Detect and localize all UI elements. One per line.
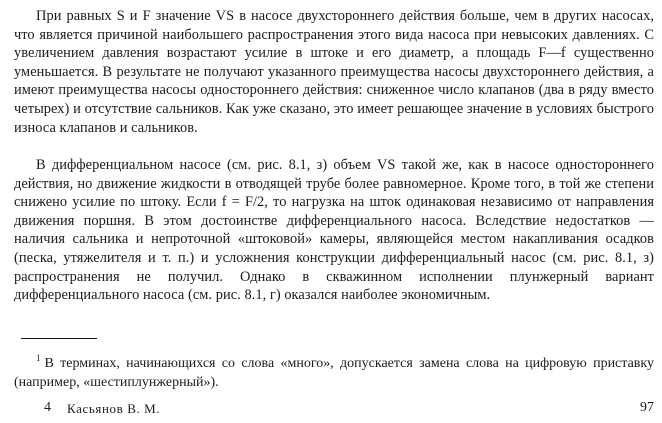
body-paragraph-1: При равных S и F значение VS в насосе двухстороннего действия больше, чем в других насосах, что является причиной наибольшего распространения этого вида насоса при невысоких давлениях. С увеличением давления возрастают усилие в штоке и его диаметр, а площадь F—f существенно уменьшается. В результате не получают указанного преимущества насосы двухстороннего действия, а имеют преимущества насосы одностороннего действия: сниженное число клапанов (два в ряду вместо четырех) и отсутствие сальников. Как уже сказано, это имеет решающее значение в условиях быстрого износа клапанов и сальников. <box>14 8 654 136</box>
body-paragraph-2: В дифференциальном насосе (см. рис. 8.1, з) объем VS такой же, как в насосе одностороннего действия, но движение жидкости в отводящей трубе более равномерное. Кроме того, в той же степени снижено усилие по штоку. Если f = F/2, то нагрузка на шток одинаковая независимо от направления движения поршня. В этом достоинстве дифференциального насоса. Вследствие недостатков — наличия сальника и непроточной «штоковой» камеры, являющейся местом накапливания осадков (песка, утяжелителя и т. п.) и усложнения конструкции дифференциальный насос (см. рис. 8.1, з) распространения не получил. Однако в скважинном исполнении плунжерный вариант дифференциального насоса (см. рис. 8.1, г) оказался наиболее экономичным. <box>14 157 654 304</box>
footnote-divider <box>21 338 97 339</box>
signature-mark: 4 <box>44 400 51 415</box>
signature-text: Касьянов В. М. <box>67 401 161 416</box>
footnote <box>14 349 654 392</box>
page-number: 97 <box>640 400 654 415</box>
footnote-text: В терминах, начинающихся со слова «много», допускается замена слова на цифровую приставку (например, «шестиплунжерный»). <box>14 356 654 390</box>
page-footer <box>14 400 654 420</box>
footnote-mark: 1 <box>36 353 41 363</box>
book-page <box>14 0 654 423</box>
